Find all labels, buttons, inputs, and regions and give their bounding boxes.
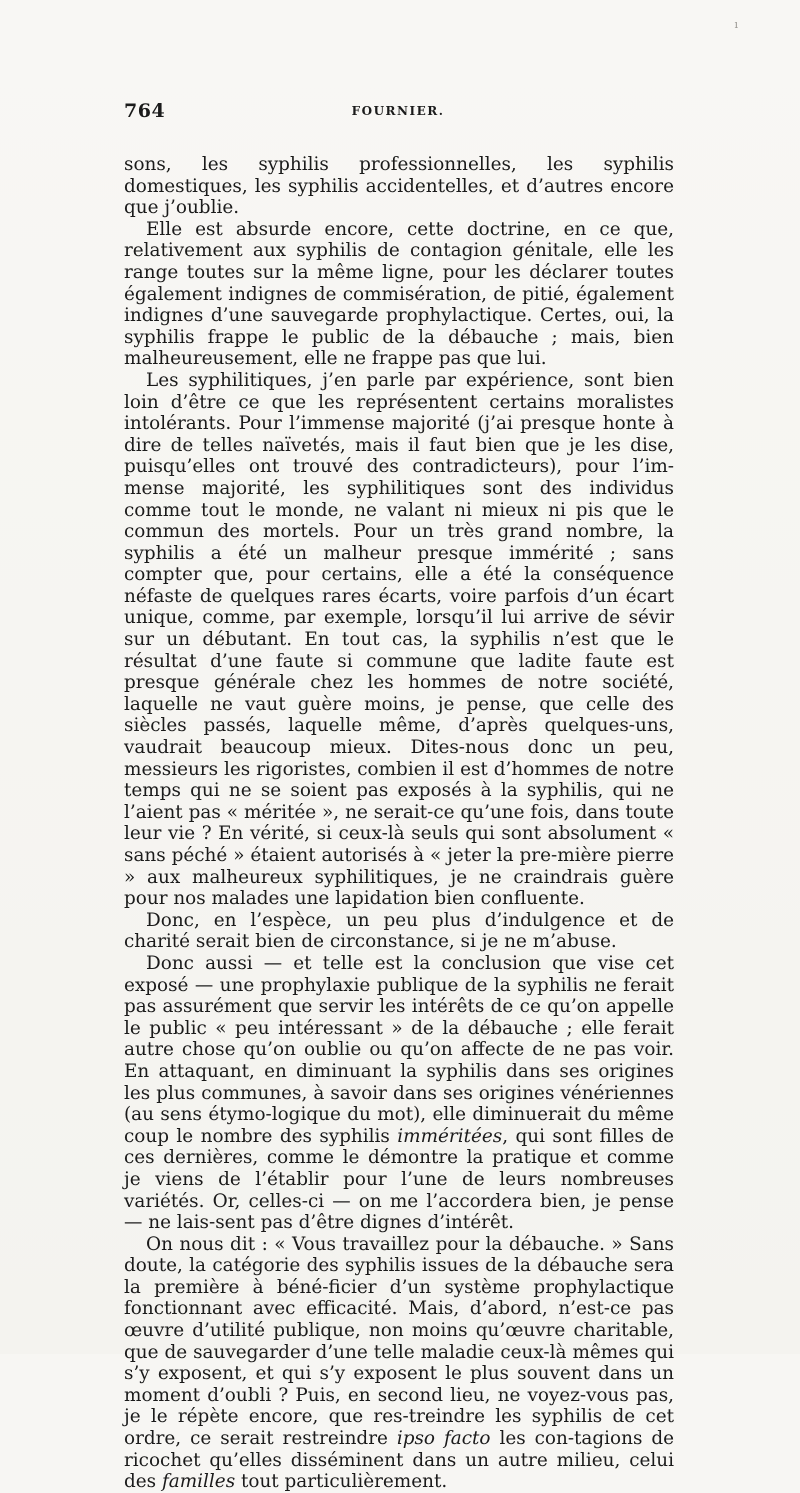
page-header (124, 100, 672, 124)
italic-text: imméritées (397, 1125, 503, 1147)
paragraph (124, 953, 674, 1234)
italic-text: familles (161, 1471, 236, 1493)
paragraph-text: Les syphilitiques, j’en parle par expérience, sont bien loin d’être ce que les représentent certains moralistes intolérants. Pour l’immense majorité (j’ai presque honte à dire de telles naïvetés, mais il faut bien que je les dise, puisqu’elles ont trouvé des contradicteurs), pour l’im-mense majorité, les syphilitiques sont des individus comme tout le monde, ne valant ni mieux ni pis que le commun des mortels. Pour un très grand nombre, la syphilis a été un malheur presque immérité ; sans compter que, pour certains, elle a été la conséquence néfaste de quelques rares écarts, voire parfois d’un écart unique, comme, par exemple, lorsqu’il lui arrive de sévir sur un débutant. En tout cas, la syphilis n’est que le résultat d’une faute si commune que ladite faute est presque générale chez les hommes de notre société, laquelle ne vaut guère moins, je pense, que celle des siècles passés, laquelle même, d’après quelques-uns, vaudrait beaucoup mieux. Dites-nous donc un peu, messieurs les rigoristes, combien il est d’hommes de notre temps qui ne se soient pas exposés à la syphilis, qui ne l’aient pas « méritée », ne serait-ce qu’une fois, dans toute leur vie ? En vérité, si ceux-là seuls qui sont absolument « sans péché » étaient autorisés à « jeter la pre-mière pierre » aux malheureux syphilitiques, je ne craindrais guère pour nos malades une lapidation bien confluente. (124, 369, 674, 910)
paragraph (124, 370, 674, 910)
paragraph (124, 154, 674, 219)
paragraph-text: sons, les syphilis professionnelles, les syphilis domestiques, les syphilis accidentelles, et d’autres encore que j’oublie. (124, 154, 674, 219)
paragraph (124, 910, 674, 953)
paragraph-text: On nous dit : « Vous travaillez pour la débauche. » Sans doute, la catégorie des syphilis issues de la débauche sera la première à béné-ficier d’un système prophylactique fonctionnant avec efficacité. Mais, d’abord, n’est-ce pas œuvre d’utilité publique, non moins qu’œuvre charitable, que de sauvegarder d’une telle maladie ceux-là mêmes qui s’y exposent, et qui s’y exposent le plus souvent dans un moment d’oubli ? Puis, en second lieu, ne voyez-vous pas, je le répète encore, que res-treindre les syphilis de cet ordre, ce serait restreindre (124, 1233, 674, 1450)
paragraph-text: Donc, en l’espèce, un peu plus d’indulgence et de charité serait bien de circonstance, si je ne m’abuse. (124, 909, 674, 953)
running-head: FOURNIER. (351, 104, 445, 118)
paragraph-text: tout particulièrement. (235, 1471, 448, 1493)
page-number: 764 (124, 100, 166, 122)
paragraph (124, 1234, 674, 1493)
paragraph (124, 219, 674, 370)
scan-mark: ı (734, 18, 738, 31)
paragraph-text: Elle est absurde encore, cette doctrine, en ce que, relativement aux syphilis de contagion génitale, elle les range toutes sur la même ligne, pour les déclarer toutes également indignes de commisération, de pitié, également indignes d’une sauvegarde prophylactique. Certes, oui, la syphilis frappe le public de la débauche ; mais, bien malheureusement, elle ne frappe pas que lui. (124, 218, 674, 370)
paragraph-text: Donc aussi — et telle est la conclusion que vise cet exposé — une prophylaxie publique de la syphilis ne ferait pas assurément que servir les intérêts de ce qu’on appelle le public « peu intéressant » de la débauche ; elle ferait autre chose qu’on oublie ou qu’on affecte de ne pas voir. En attaquant, en diminuant la syphilis dans ses origines les plus communes, à savoir dans ses origines vénériennes (au sens étymo-logique du mot), elle diminuerait du même coup le nombre des syphilis (124, 952, 674, 1147)
body-text (124, 154, 674, 1493)
paragraph-text: , qui sont filles de ces dernières, comme le démontre la pratique et comme je viens de l’établir pour l’une de leurs nombreuses variétés. Or, celles-ci — on me l’accordera bien, je pense — ne lais-sent pas d’être dignes d’intérêt. (124, 1125, 674, 1234)
italic-text: ipso facto (396, 1428, 491, 1450)
paragraph-text: les con-tagions de ricochet qu’elles disséminent dans un autre milieu, celui des (124, 1428, 674, 1493)
